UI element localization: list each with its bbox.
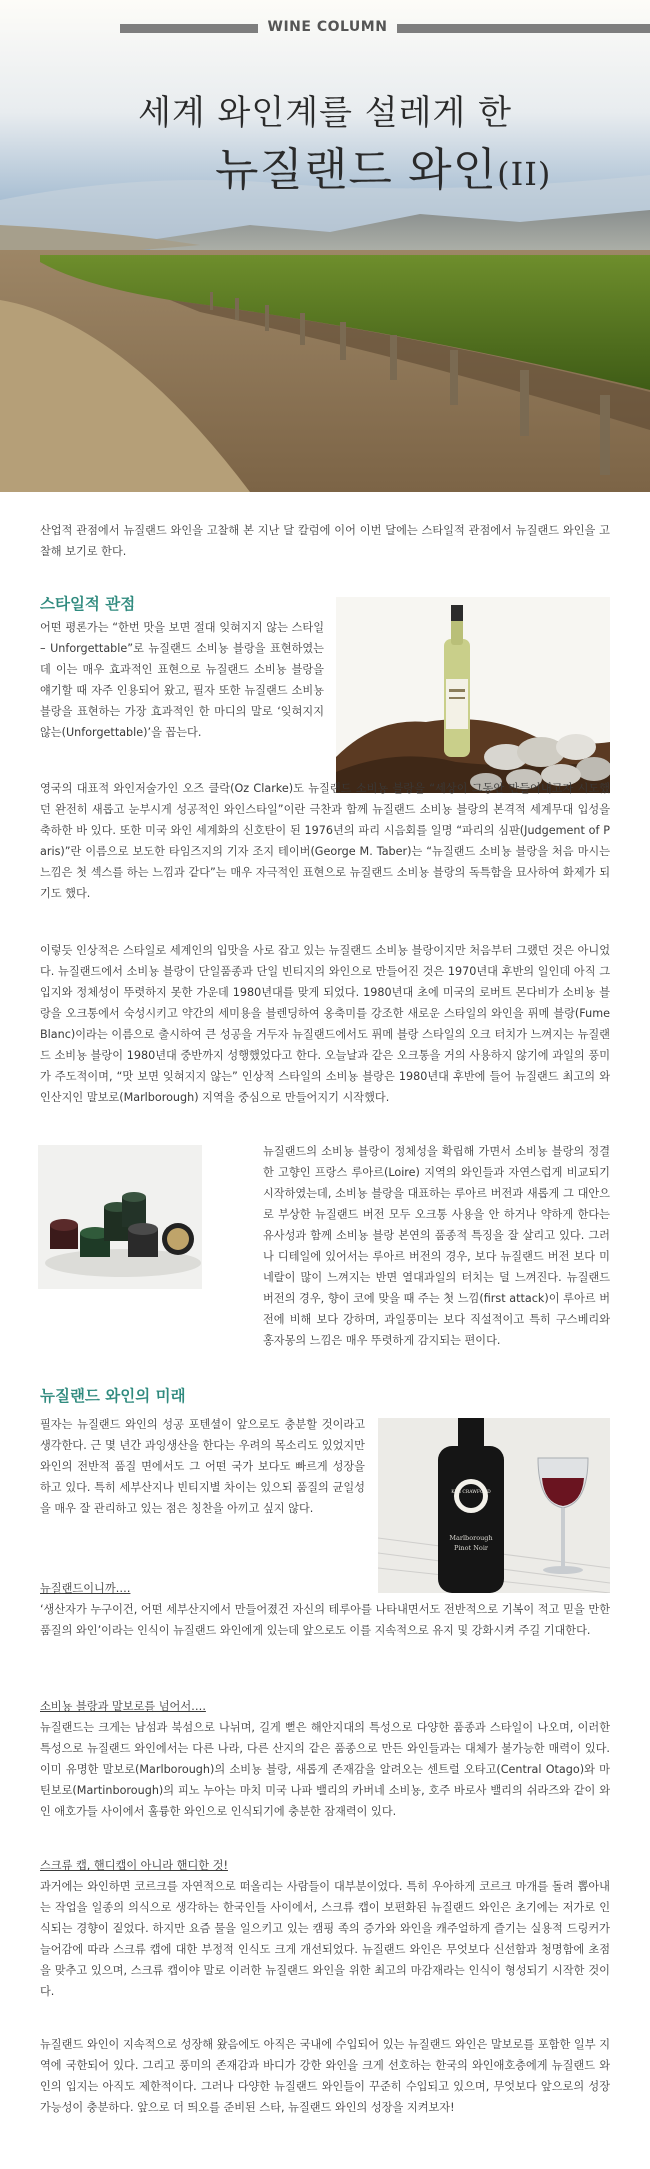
section2-text-4	[40, 1855, 610, 2002]
section2-paragraph-3: 뉴질랜드는 크게는 남섬과 북섬으로 나뉘며, 길게 뻗은 해안지대의 특성으로 다양한 품종과 스타일이 나오며, 이러한 특성으로 뉴질랜드 와인에서는 다른 나라, 다른 산지의 같은 품종으로 만든 와인들과는 대체가 불가능한 매력이 있다. 이미 유명한 말보로(Marlborough)의 소비뇽 블랑, 새롭게 존재감을 알려오는 센트럴 오타고(Central Otago)와 마틴보로(Martinborough)의 피노 누아는 마치 미국 나파 밸리의 카버네 소비뇽, 호주 바로사 밸리의 쉬라즈와 같이 와인 애호가들 사이에서 훌륭한 와인으로 인식되기에 충분한 잠재력이 있다.	[40, 1721, 610, 1818]
section1-paragraph-3: 이렇듯 인상적은 스타일로 세계인의 입맛을 사로 잡고 있는 뉴질랜드 소비뇽 블랑이지만 처음부터 그랬던 것은 아니었다. 뉴질랜드에서 소비뇽 블랑이 단일품종과 단일 빈티지의 와인으로 만들어진 것은 1970년대 후반의 일인데 아직 그 입지와 정체성이 뚜렷하지 못한 가운데 1980년대를 맞게 되었다. 1980년대 초에 미국의 로버트 몬다비가 소비뇽 블랑을 오크통에서 숙성시키고 약간의 세미용을 블렌딩하여 옹축미를 강조한 새로운 스타일의 와인을 퓌메 블랑(Fume Blanc)이라는 이름으로 출시하여 큰 성공을 거두자 뉴질랜드에서도 퓌메 블랑 스타일의 오크 터치가 느껴지는 뉴질랜드 소비뇽 블랑이 1980년대 중반까지 성행했었다고 한다. 오늘날과 같은 오크통을 거의 사용하지 않기에 과일의 풍미가 주도적이며, “맛 보면 잊혀지지 않는” 인상적 스타일의 소비뇽 블랑은 1980년대 후반에 들어 뉴질랜드 최고의 와인산지인 말보로(Marlborough) 지역을 중심으로 만들어지기 시작했다.	[40, 944, 610, 1104]
section1-col-text	[40, 617, 324, 743]
page-title-part: (II)	[497, 155, 552, 193]
section1-paragraph-4: 뉴질랜드의 소비뇽 블랑이 정체성을 확립해 가면서 소비뇽 블랑의 정결한 고향인 프랑스 루아르(Loire) 지역의 와인들과 자연스럽게 비교되기 시작하였는데, 소비뇽 블랑을 대표하는 루아르 버전과 새롭게 그 대안으로 부상한 뉴질랜드 버전 모두 오크통 사용을 안 하거나 약하게 한다는 유사성과 함께 소비뇽 블랑 본연의 품종적 특징을 잘 살리고 있다. 그러나 디테일에 있어서는 루아르 버전의 경우, 보다 뉴질랜드 버전 보다 미네랄이 많이 느껴지는 반면 열대과일의 터치는 덜 느껴진다. 뉴질랜드 버전의 경우, 향이 코에 맞을 때 주는 첫 느낌(first attack)이 루아르 버전에 비해 보다 강하며, 과일풍미는 보다 직설적이고 특히 구스베리와 홍자몽의 느낌은 매우 뚜렷하게 감지되는 편이다.	[263, 1145, 610, 1347]
pinot-noir-bottle-photo	[378, 1418, 610, 1593]
section1-text-2	[40, 778, 610, 904]
bottle-label-region: Marlborough	[449, 1534, 493, 1542]
section2-paragraph-4: 과거에는 와인하면 코르크를 자연적으로 떠올리는 사람들이 대부분이었다. 특히 우아하게 코르크 마개를 돌려 뽑아내는 작업을 일종의 의식으로 생각하는 한국인들 사이에서, 스크류 캡이 보편화된 뉴질랜드 와인은 초기에는 저가로 인식되는 경향이 짙었다. 하지만 요즘 물을 일으키고 있는 캠핑 족의 증가와 와인을 캐주얼하게 즐기는 실용적 드링커가 늘어감에 따라 스크류 캡에 대한 부정적 인식도 크게 개선되었다. 뉴질랜드 와인은 무엇보다 신선함과 청명함에 초점을 맞추고 있으며, 스크류 캡이야 말로 이러한 뉴질랜드 와인을 위한 최고의 마감재라는 인식이 형성되기 시작한 것이다.	[40, 1880, 610, 1998]
section2-paragraph-1: 필자는 뉴질랜드 와인의 성공 포텐셜이 앞으로도 충분할 것이라고 생각한다. 근 몇 년간 과잉생산을 한다는 우려의 목소리도 있었지만 와인의 전반적 품질 면에서도 그 어떤 국가 보다도 빠르게 성장을 하고 있다. 특히 세부산지나 빈티지별 차이는 있으되 품질의 균일성을 매우 잘 관리하고 있는 점은 칭찬을 아끼고 싶지 않다.	[40, 1418, 365, 1515]
hero-banner	[0, 0, 650, 492]
subheading-beyond: 소비뇽 블랑과 말보로를 넘어서….	[40, 1700, 206, 1713]
section2-text-2	[40, 1578, 610, 1641]
page-title-line2	[215, 133, 551, 198]
section-heading-style: 스타일적 관점	[40, 595, 136, 613]
page-title-main: 뉴질랜드 와인	[215, 143, 498, 196]
wine-bottle-stones-photo	[336, 597, 610, 793]
screw-caps-photo	[38, 1145, 202, 1289]
bottle-label-brand: KIM CRAWFORD	[451, 1490, 491, 1495]
section1-col-text-2	[263, 1141, 610, 1351]
column-bar-left	[120, 24, 258, 33]
column-label: WINE COLUMN	[267, 19, 388, 35]
section2-paragraph-5: 뉴질랜드 와인이 지속적으로 성장해 왔음에도 아직은 국내에 수입되어 있는 뉴질랜드 와인은 말보로를 포함한 일부 지역에 국한되어 있다. 그리고 풍미의 존재감과 바디가 강한 와인을 크게 선호하는 한국의 와인애호층에게 뉴질랜드 와인의 입지는 아직도 제한적이다. 그러나 다양한 뉴질랜드 와인들이 꾸준히 수입되고 있으며, 무엇보다 앞으로의 성장 가능성이 충분하다. 앞으로 더 띄오를 준비된 스타, 뉴질랜드 와인의 성장을 지켜보자!	[40, 2038, 610, 2114]
section-heading-future: 뉴질랜드 와인의 미래	[40, 1387, 186, 1405]
vineyard-photo	[0, 0, 650, 492]
subheading-nz: 뉴질랜드이니까….	[40, 1582, 131, 1595]
section2-col-text	[40, 1414, 365, 1519]
section1-text-3	[40, 940, 610, 1108]
subheading-screwcap: 스크류 캡, 핸디캡이 아니라 핸디한 것!	[40, 1859, 228, 1872]
column-bar-right	[397, 24, 650, 33]
intro-paragraph: 산업적 관점에서 뉴질랜드 와인을 고찰해 본 지난 달 칼럼에 이어 이번 달에는 스타일적 관점에서 뉴질랜드 와인을 고찰해 보기로 한다.	[40, 524, 610, 558]
bottle-label-variety: Pinot Noir	[453, 1544, 489, 1552]
section1-paragraph-1: 어떤 평론가는 “한번 맛을 보면 절대 잊혀지지 않는 스타일 – Unforgettable”로 뉴질랜드 소비뇽 블랑을 표현하였는데 이는 매우 효과적인 표현으로 뉴질랜드 소비뇽 블랑을 얘기할 때 자주 인용되어 왔고, 필자 또한 뉴질랜드 소비뇽 블랑을 표현하는 가장 효과적인 한 마디의 말로 ‘잊혀지지 않는(Unforgettable)’을 꼽는다.	[40, 621, 324, 739]
page-title-line1: 세계 와인계를 설레게 한	[138, 93, 512, 133]
intro	[40, 520, 610, 562]
section2-text-5	[40, 2034, 610, 2118]
section2-text-3	[40, 1696, 610, 1822]
section1-paragraph-2: 영국의 대표적 와인저술가인 오즈 클락(Oz Clarke)도 뉴질랜드 소비뇽 블랑을 “세상이 그동안 만들어내고자 시도했던 완전히 새롭고 눈부시게 성공적인 와인스타일”이란 극찬과 함께 뉴질랜드 소비뇽 블랑의 본격적 세계무대 입성을 축하한 바 있다. 또한 미국 와인 세계화의 신호탄이 된 1976년의 파리 시음회를 일명 “파리의 심판(Judgement of Paris)”란 이름으로 보도한 타임즈지의 기자 조지 테이버(George M. Taber)는 “뉴질랜드 소비뇽 블랑을 처음 마시는 느낌은 첫 섹스를 하는 느낌과 같다”는 매우 자극적인 표현으로 뉴질랜드 소비뇽 블랑의 독특함을 묘사하여 화제가 되기도 했다.	[40, 782, 610, 900]
section2-paragraph-2: ‘생산자가 누구이건, 어떤 세부산지에서 만들어졌건 자신의 테루아를 나타내면서도 전반적으로 기복이 적고 믿을 만한 품질의 와인’이라는 인식이 뉴질랜드 와인에게 있는데 앞으로도 이를 지속적으로 유지 및 강화시켜 주길 기대한다.	[40, 1603, 610, 1637]
